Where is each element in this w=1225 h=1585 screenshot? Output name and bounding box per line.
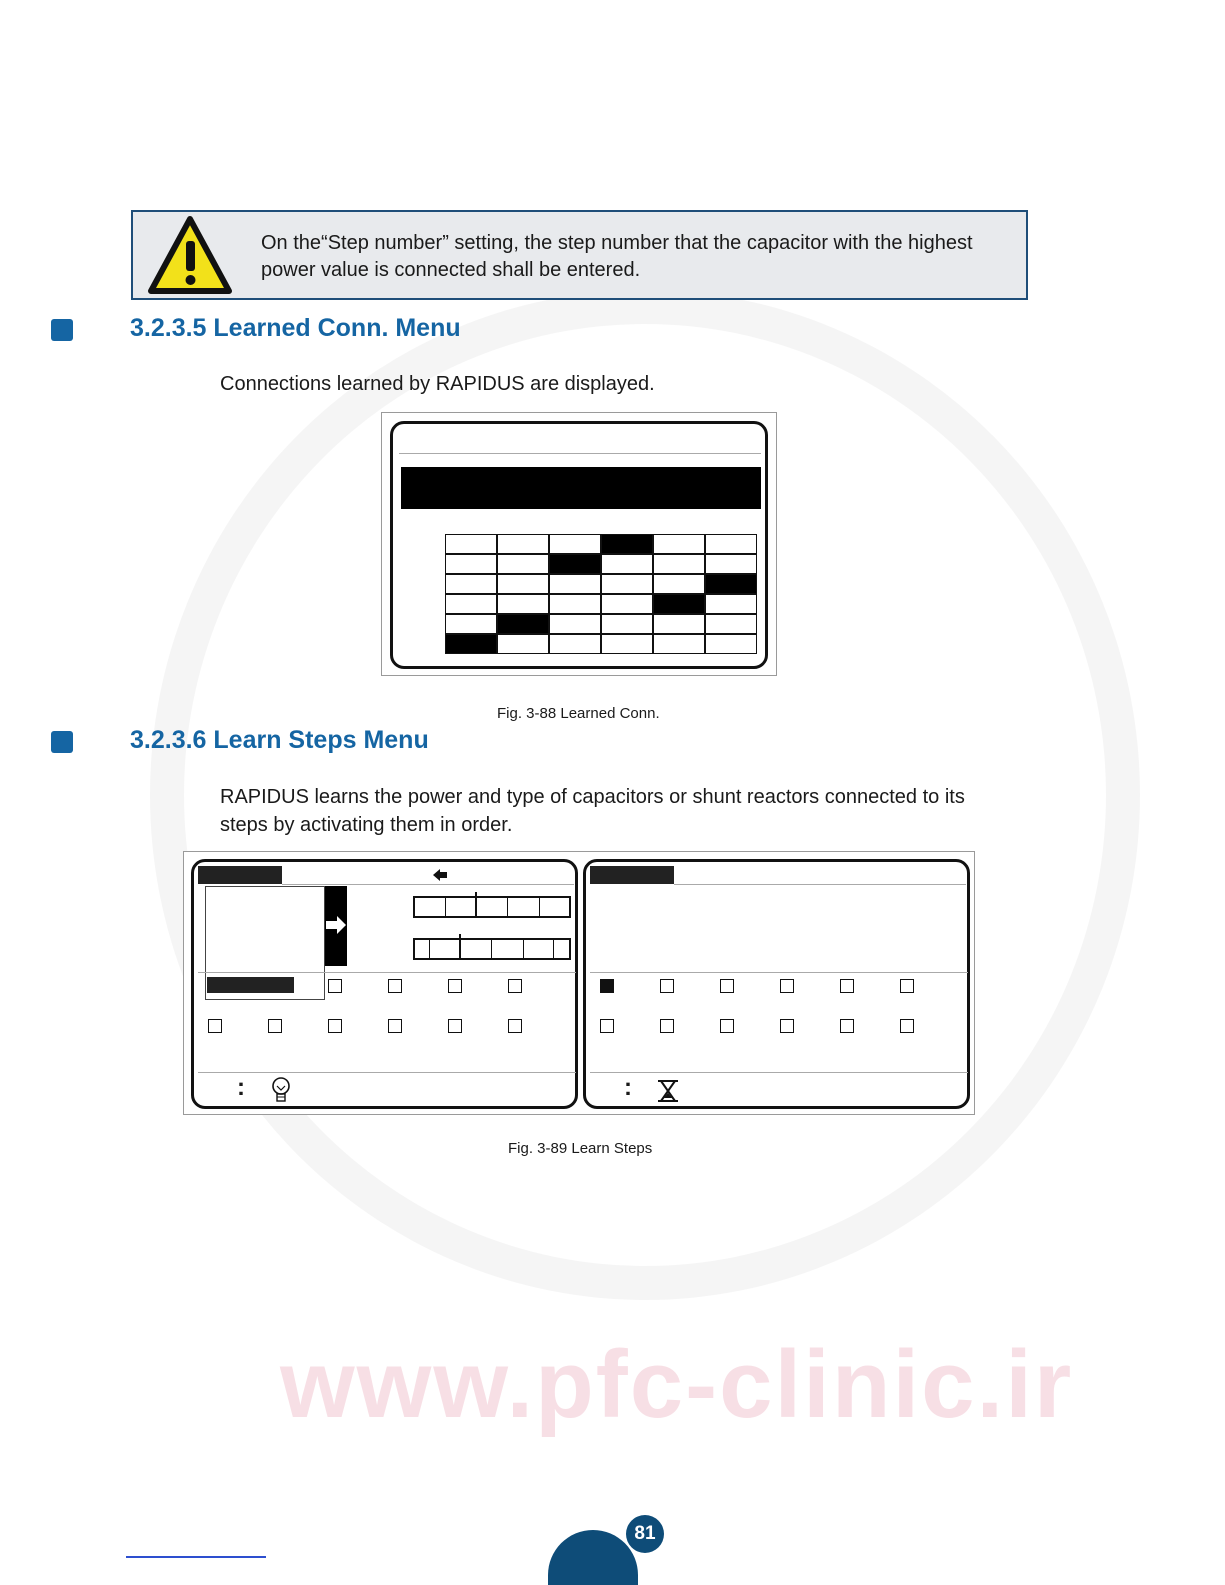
panel-divider bbox=[590, 972, 968, 973]
footer-colon: : bbox=[624, 1074, 632, 1101]
step-checkbox bbox=[448, 1019, 462, 1033]
panel-tab bbox=[590, 866, 674, 884]
warning-triangle-icon bbox=[147, 215, 233, 295]
page-number: 81 bbox=[626, 1515, 664, 1553]
learn-steps-screens bbox=[183, 851, 975, 1115]
learn-steps-panel-left bbox=[191, 859, 578, 1109]
section-bullet bbox=[51, 319, 73, 341]
grid-cell bbox=[497, 634, 549, 654]
step-checkbox bbox=[208, 1019, 222, 1033]
arrow-left-icon bbox=[433, 869, 447, 881]
step-checkbox bbox=[508, 1019, 522, 1033]
section-heading-learned-conn: 3.2.3.5 Learned Conn. Menu bbox=[130, 314, 461, 342]
grid-cell bbox=[705, 534, 757, 554]
panel-divider bbox=[198, 1072, 576, 1073]
warning-text: On the“Step number” setting, the step number that the capacitor with the highest power value is connected shall be entered. bbox=[261, 232, 973, 281]
grid-cell bbox=[705, 554, 757, 574]
lcd-divider bbox=[399, 453, 761, 454]
section-body-learn-steps: RAPIDUS learns the power and type of capacitors or shunt reactors connected to its steps by activating them in order. bbox=[220, 786, 965, 836]
bar-gauge-bottom bbox=[413, 938, 571, 960]
panel-divider bbox=[282, 884, 574, 885]
lcd-title-bar bbox=[401, 467, 761, 509]
grid-cell bbox=[601, 574, 653, 594]
lightbulb-icon bbox=[271, 1077, 291, 1103]
panel-divider bbox=[198, 972, 576, 973]
lcd-frame bbox=[390, 421, 768, 669]
grid-cell bbox=[705, 574, 757, 594]
grid-cell bbox=[653, 574, 705, 594]
step-checkbox bbox=[388, 1019, 402, 1033]
step-checkbox bbox=[900, 1019, 914, 1033]
hourglass-icon bbox=[656, 1079, 680, 1103]
step-checkbox bbox=[388, 979, 402, 993]
step-checkbox bbox=[328, 979, 342, 993]
grid-cell bbox=[549, 554, 601, 574]
popup-menu bbox=[205, 886, 325, 1000]
grid-cell bbox=[601, 614, 653, 634]
grid-cell bbox=[497, 574, 549, 594]
grid-cell bbox=[497, 554, 549, 574]
grid-cell bbox=[601, 534, 653, 554]
step-checkbox bbox=[660, 979, 674, 993]
grid-cell bbox=[705, 634, 757, 654]
step-checkbox bbox=[720, 1019, 734, 1033]
step-checkbox bbox=[600, 979, 614, 993]
grid-cell bbox=[497, 594, 549, 614]
grid-cell bbox=[601, 554, 653, 574]
watermark-url: www.pfc-clinic.ir bbox=[280, 1331, 1074, 1438]
menu-arrow-column bbox=[325, 886, 347, 966]
warning-box bbox=[131, 210, 1028, 300]
grid-cell bbox=[445, 634, 497, 654]
step-checkbox bbox=[600, 1019, 614, 1033]
grid-cell bbox=[445, 554, 497, 574]
grid-cell bbox=[705, 594, 757, 614]
grid-cell bbox=[445, 594, 497, 614]
figure-caption-88: Fig. 3-88 Learned Conn. bbox=[497, 705, 660, 722]
grid-cell bbox=[549, 614, 601, 634]
step-checkbox bbox=[780, 979, 794, 993]
section-body-learned-conn: Connections learned by RAPIDUS are displayed. bbox=[220, 373, 655, 395]
step-checkbox bbox=[448, 979, 462, 993]
footer-colon: : bbox=[237, 1074, 245, 1101]
figure-caption-89: Fig. 3-89 Learn Steps bbox=[508, 1140, 653, 1157]
step-checkbox bbox=[780, 1019, 794, 1033]
section-heading-learn-steps: 3.2.3.6 Learn Steps Menu bbox=[130, 726, 429, 754]
grid-cell bbox=[549, 634, 601, 654]
grid-cell bbox=[653, 614, 705, 634]
grid-cell bbox=[445, 614, 497, 634]
step-checkbox bbox=[508, 979, 522, 993]
grid-cell bbox=[549, 594, 601, 614]
step-checkbox bbox=[720, 979, 734, 993]
grid-cell bbox=[549, 534, 601, 554]
step-checkbox bbox=[840, 1019, 854, 1033]
step-checkbox bbox=[660, 1019, 674, 1033]
section-bullet bbox=[51, 731, 73, 753]
bar-gauge-top bbox=[413, 896, 571, 918]
grid-cell bbox=[705, 614, 757, 634]
step-checkbox bbox=[328, 1019, 342, 1033]
step-checkbox bbox=[840, 979, 854, 993]
grid-cell bbox=[653, 554, 705, 574]
grid-cell bbox=[549, 574, 601, 594]
grid-cell bbox=[601, 634, 653, 654]
grid-cell bbox=[445, 534, 497, 554]
step-checkbox bbox=[900, 979, 914, 993]
page-badge-shape bbox=[548, 1530, 638, 1585]
grid-cell bbox=[653, 634, 705, 654]
grid-cell bbox=[653, 534, 705, 554]
grid-cell bbox=[445, 574, 497, 594]
step-checkbox bbox=[268, 1019, 282, 1033]
panel-divider bbox=[590, 1072, 968, 1073]
footer-link-underline bbox=[126, 1556, 266, 1558]
grid-cell bbox=[653, 594, 705, 614]
arrow-right-icon bbox=[326, 916, 346, 934]
grid-cell bbox=[497, 534, 549, 554]
grid-cell bbox=[497, 614, 549, 634]
learn-steps-panel-right bbox=[583, 859, 970, 1109]
learned-conn-screen bbox=[381, 412, 777, 676]
menu-selected-row bbox=[207, 977, 294, 993]
panel-tab bbox=[198, 866, 282, 884]
panel-divider bbox=[674, 884, 966, 885]
grid-cell bbox=[601, 594, 653, 614]
